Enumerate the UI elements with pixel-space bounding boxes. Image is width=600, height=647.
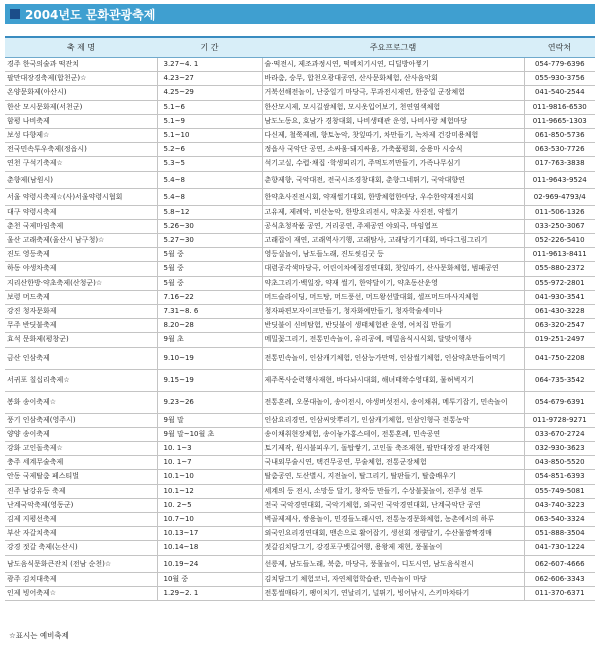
contact-cell: 011-370-6371 — [524, 586, 595, 600]
contact-cell: 052-226-5410 — [524, 234, 595, 248]
contact-cell: 041-750-2208 — [524, 347, 595, 369]
period-cell: 10. 2~5 — [157, 498, 262, 512]
table-row — [5, 555, 595, 572]
table-row — [5, 219, 595, 233]
contact-cell: 033-670-2724 — [524, 427, 595, 441]
festival-name-cell: 강진 청자문화제 — [5, 305, 157, 319]
contact-cell: 011-9643-9524 — [524, 171, 595, 188]
table-row — [5, 157, 595, 171]
table-row — [5, 58, 595, 72]
contact-cell: 019-251-2497 — [524, 333, 595, 347]
page-title: 2004년도 문화관광축제 — [25, 8, 156, 22]
table-row — [5, 427, 595, 441]
festival-name-cell: 광주 김치대축제 — [5, 572, 157, 586]
period-cell: 3.27~4. 1 — [157, 58, 262, 72]
period-cell: 7.31~8. 6 — [157, 305, 262, 319]
period-cell: 9월 말~10월 초 — [157, 427, 262, 441]
contact-cell: 017-763-3838 — [524, 157, 595, 171]
table-row — [5, 470, 595, 484]
contact-cell: 054-679-6391 — [524, 391, 595, 413]
title-square-icon — [10, 9, 20, 19]
programs-cell: 정읍사 국악단 공연, 소싸움·돼지싸움, 가축품평회, 승용마 시승식 — [262, 143, 524, 157]
programs-cell: 바라춤, 승무, 합천오광대공연, 산사문화체험, 산사음악회 — [262, 72, 524, 86]
programs-cell: 한산모시제, 모시길쌈체험, 모시옷입어보기, 천연염색체험 — [262, 100, 524, 114]
festival-name-cell: 충주 세계무술축제 — [5, 456, 157, 470]
table-row — [5, 248, 595, 262]
festival-name-cell: 춘향제(남원시) — [5, 171, 157, 188]
festival-name-cell: 효석 문화제(평창군) — [5, 333, 157, 347]
festival-name-cell: 부산 자갈치축제 — [5, 527, 157, 541]
table-row — [5, 100, 595, 114]
header-name: 축 제 명 — [5, 37, 157, 58]
festival-name-cell: 강화 고인돌축제☆ — [5, 442, 157, 456]
festival-name-cell: 하동 야생차축제 — [5, 262, 157, 276]
contact-cell: 033-250-3067 — [524, 219, 595, 233]
festival-name-cell: 연천 구석기축제☆ — [5, 157, 157, 171]
programs-cell: 인삼요리경연, 인삼씨앗뿌리기, 인삼캐기체험, 인삼인형극 전통농악 — [262, 413, 524, 427]
programs-cell: 남도노동요, 호남가 경창대회, 나비생태관 운영, 나비사랑 체험마당 — [262, 114, 524, 128]
table-row — [5, 369, 595, 391]
programs-cell: 전국 국악경연대회, 국악기체험, 외국인 국악경연대회, 난계국악단 공연 — [262, 498, 524, 512]
table-row — [5, 290, 595, 304]
table-row — [5, 86, 595, 100]
festival-name-cell: 인제 빙어축제☆ — [5, 586, 157, 600]
contact-cell: 011-506-1326 — [524, 205, 595, 219]
table-row — [5, 188, 595, 205]
table-header-row — [5, 37, 595, 58]
table-row — [5, 234, 595, 248]
table-row — [5, 391, 595, 413]
contact-cell: 011-9613-8411 — [524, 248, 595, 262]
table-row — [5, 413, 595, 427]
contact-cell: 051-888-3504 — [524, 527, 595, 541]
festival-name-cell: 난계국악축제(영동군) — [5, 498, 157, 512]
period-cell: 10. 1~3 — [157, 442, 262, 456]
table-body — [5, 58, 595, 601]
contact-cell: 041-730-1224 — [524, 541, 595, 555]
table-row — [5, 333, 595, 347]
programs-cell: 고래잡이 재연, 고래역사기행, 고래탐사, 고래당기기대회, 바다그림그리기 — [262, 234, 524, 248]
table-row — [5, 347, 595, 369]
programs-cell: 머드슬라이딩, 머드탕, 머드풍선, 머드왕선발대회, 셀프머드마사지체험 — [262, 290, 524, 304]
programs-cell: 김치담그기 체험코너, 자연체험학습관, 민속놀이 마당 — [262, 572, 524, 586]
period-cell: 9월 말 — [157, 413, 262, 427]
programs-cell: 토기제작, 원시불피우기, 돌탑쌓기, 고인돌 축조재현, 팔만대장경 판각재현 — [262, 442, 524, 456]
programs-cell: 벽골제제사, 쌍용놀이, 민경들노래시연, 전통농경문화체험, 농촌에서의 하루 — [262, 513, 524, 527]
festival-name-cell: 서울 약령시축제☆(사)서울약령시협회 — [5, 188, 157, 205]
festival-name-cell: 남도음식문화큰잔치 (전남 순천)☆ — [5, 555, 157, 572]
programs-cell: 세계의 등 전시, 소망등 달기, 창작등 만들기, 수상불꽃놀이, 진주성 전투 — [262, 484, 524, 498]
programs-cell: 전통썰매타기, 팽이치기, 연날리기, 널뛰기, 빙어낚시, 스키마차타기 — [262, 586, 524, 600]
table-row — [5, 114, 595, 128]
table-row — [5, 262, 595, 276]
table-row — [5, 129, 595, 143]
period-cell: 9.10~19 — [157, 347, 262, 369]
table-row — [5, 456, 595, 470]
festival-name-cell: 함평 나비축제 — [5, 114, 157, 128]
festival-name-cell: 온양문화제(아산시) — [5, 86, 157, 100]
header-contact: 연락처 — [524, 37, 595, 58]
festival-name-cell: 금산 인삼축제 — [5, 347, 157, 369]
festival-name-cell: 보령 머드축제 — [5, 290, 157, 304]
programs-cell: 공식초청작품 공연, 거리공연, 주제공연 야외극, 마임엽프 — [262, 219, 524, 233]
programs-cell: 석기고실, 수렵·채집 ·학생피리기, 주먹도끼만들기, 가족나무심기 — [262, 157, 524, 171]
period-cell: 5월 중 — [157, 248, 262, 262]
period-cell: 5.4~8 — [157, 188, 262, 205]
period-cell: 5.2~6 — [157, 143, 262, 157]
period-cell: 5.26~30 — [157, 219, 262, 233]
period-cell: 5.27~30 — [157, 234, 262, 248]
programs-cell: 송이채취현장체험, 송이놓가홍스테이, 전통혼례, 민속공연 — [262, 427, 524, 441]
table-row — [5, 586, 595, 600]
festival-name-cell: 보성 다향제☆ — [5, 129, 157, 143]
period-cell: 7.16~22 — [157, 290, 262, 304]
table-row — [5, 72, 595, 86]
period-cell: 4.23~27 — [157, 72, 262, 86]
festival-name-cell: 강경 젓갈 축제(논산시) — [5, 541, 157, 555]
period-cell: 10.1~12 — [157, 484, 262, 498]
contact-cell: 062-607-4666 — [524, 555, 595, 572]
programs-cell: 선릉제, 남도들노래, 북춤, 마당극, 풍물놀이, 디도시연, 남도음식전시 — [262, 555, 524, 572]
festival-name-cell: 무주 반딧불축제 — [5, 319, 157, 333]
festival-name-cell: 진도 영등축제 — [5, 248, 157, 262]
contact-cell: 061-430-3228 — [524, 305, 595, 319]
programs-cell: 영등살놀이, 남도들노래, 진도씻김굿 등 — [262, 248, 524, 262]
period-cell: 5.1~6 — [157, 100, 262, 114]
table-row — [5, 442, 595, 456]
table-row — [5, 305, 595, 319]
programs-cell: 거북선해전놀이, 난중일기 마당극, 무과전시재연, 한중일 군장체험 — [262, 86, 524, 100]
festival-name-cell: 봉화 송이축제☆ — [5, 391, 157, 413]
table-row — [5, 484, 595, 498]
festival-name-cell: 전국민속투우축제(정읍시) — [5, 143, 157, 157]
table-row — [5, 143, 595, 157]
programs-cell: 대렴공각색마당극, 어린이차예절경연대회, 찻잎따기, 산사문화체험, 범패공연 — [262, 262, 524, 276]
table-row — [5, 205, 595, 219]
table-row — [5, 513, 595, 527]
contact-cell: 043-740-3223 — [524, 498, 595, 512]
period-cell: 10.13~17 — [157, 527, 262, 541]
programs-cell: 술·떡전시, 제조과정시연, 떡메치기시연, 디딜방아찧기 — [262, 58, 524, 72]
festival-name-cell: 김제 지평선축제 — [5, 513, 157, 527]
contact-cell: 011-9816-6530 — [524, 100, 595, 114]
programs-cell: 약초그리기·백일장, 약재 썰기, 한약달이기, 약초동산운영 — [262, 276, 524, 290]
festival-name-cell: 춘천 국제마임축제 — [5, 219, 157, 233]
header-period: 기 간 — [157, 37, 262, 58]
contact-cell: 054-851-6393 — [524, 470, 595, 484]
contact-cell: 063-530-7726 — [524, 143, 595, 157]
contact-cell: 054-779-6396 — [524, 58, 595, 72]
period-cell: 5.4~8 — [157, 171, 262, 188]
contact-cell: 011-9665-1303 — [524, 114, 595, 128]
period-cell: 5.1~9 — [157, 114, 262, 128]
period-cell: 9.23~26 — [157, 391, 262, 413]
contact-cell: 063-320-2547 — [524, 319, 595, 333]
period-cell: 10.14~18 — [157, 541, 262, 555]
contact-cell: 041-930-3541 — [524, 290, 595, 304]
festival-name-cell: 울산 고래축제(울산시 남구청)☆ — [5, 234, 157, 248]
programs-cell: 외국인요리경연대회, 맨손으로 활어잡기, 생선회 정량달기, 수산물깜짝경매 — [262, 527, 524, 541]
programs-cell: 춘향제향, 국악대전, 전국시조경창대회, 춘향그네뛰기, 국악대향연 — [262, 171, 524, 188]
table-row — [5, 572, 595, 586]
period-cell: 5월 중 — [157, 276, 262, 290]
programs-cell: 반딧불이 신비탐험, 반딧불이 생태체험관 운영, 여치집 만들기 — [262, 319, 524, 333]
period-cell: 5.8~12 — [157, 205, 262, 219]
contact-cell: 062-606-3343 — [524, 572, 595, 586]
festival-name-cell: 지리산한방·약초축제(산청군)☆ — [5, 276, 157, 290]
period-cell: 8.20~28 — [157, 319, 262, 333]
table-row — [5, 171, 595, 188]
title-bar — [5, 4, 595, 24]
festival-name-cell: 대구 약령시축제 — [5, 205, 157, 219]
period-cell: 10.19~24 — [157, 555, 262, 572]
period-cell: 10. 1~7 — [157, 456, 262, 470]
period-cell: 9월 초 — [157, 333, 262, 347]
contact-cell: 063-540-3324 — [524, 513, 595, 527]
period-cell: 10월 중 — [157, 572, 262, 586]
contact-cell: 064-735-3542 — [524, 369, 595, 391]
programs-cell: 탈춤공연, 도산별시, 지전놀이, 탈그리기, 탈판들기, 탈춤배우기 — [262, 470, 524, 484]
contact-cell: 055-930-3756 — [524, 72, 595, 86]
contact-cell: 055-880-2372 — [524, 262, 595, 276]
table-row — [5, 498, 595, 512]
programs-cell: 국내외무술시연, 택견무공연, 무술체험, 전통군장체험 — [262, 456, 524, 470]
period-cell: 10.1~10 — [157, 470, 262, 484]
programs-cell: 고유제, 제례악, 비산농악, 한방요리전시, 약초꽃 사진전, 약썰기 — [262, 205, 524, 219]
contact-cell: 043-850-5520 — [524, 456, 595, 470]
festival-name-cell: 경주 한국의술과 떡잔치 — [5, 58, 157, 72]
programs-cell: 메밀꽃그리기, 전통민속놀이, 유리공예, 메밀음식시식회, 달맞이행사 — [262, 333, 524, 347]
table-row — [5, 276, 595, 290]
festival-name-cell: 서귀포 칠십리축제☆ — [5, 369, 157, 391]
period-cell: 1.29~2. 1 — [157, 586, 262, 600]
festival-name-cell: 팔만대장경축제(합천군)☆ — [5, 72, 157, 86]
table-row — [5, 319, 595, 333]
programs-cell: 제주목사순력행사재현, 바다놔시대회, 해녀태왁수영대회, 물허벅지기 — [262, 369, 524, 391]
festival-name-cell: 진주 남강유등 축제 — [5, 484, 157, 498]
footnote: ☆표시는 예비축제 — [9, 631, 69, 640]
contact-cell: 011-9728-9271 — [524, 413, 595, 427]
period-cell: 5.3~5 — [157, 157, 262, 171]
festival-name-cell: 양양 송이축제 — [5, 427, 157, 441]
festival-name-cell: 안동 국제탈춤 페스티벌 — [5, 470, 157, 484]
contact-cell: 032-930-3623 — [524, 442, 595, 456]
programs-cell: 한약초사진전시회, 약재썰기대회, 한방체험한마당, 우수한약재전시회 — [262, 188, 524, 205]
period-cell: 4.25~29 — [157, 86, 262, 100]
festival-table — [5, 36, 595, 601]
programs-cell: 청자파편모자이크만들기, 청자화예만들기, 청자학술세미나 — [262, 305, 524, 319]
header-programs: 주요프로그램 — [262, 37, 524, 58]
period-cell: 5.1~10 — [157, 129, 262, 143]
programs-cell: 전통민속놀이, 인삼캐기체험, 인삼능가만먹, 인삼썰기체험, 인삼약초만들어먹기 — [262, 347, 524, 369]
programs-cell: 젓갈김치담그기, 강경포구뱃길여행, 용왕제 재현, 풍물놀이 — [262, 541, 524, 555]
table-row — [5, 541, 595, 555]
contact-cell: 061-850-5736 — [524, 129, 595, 143]
programs-cell: 다신제, 철쭉제례, 향토농악, 찻잎따기, 차만들기, 녹차제 건강미용체험 — [262, 129, 524, 143]
period-cell: 10.7~10 — [157, 513, 262, 527]
programs-cell: 전통혼례, 오몽대놀이, 송이전시, 야생버섯전시, 송이채취, 메투기잡기, 민속놀이 — [262, 391, 524, 413]
period-cell: 5월 중 — [157, 262, 262, 276]
contact-cell: 055-749-5081 — [524, 484, 595, 498]
contact-cell: 02-969-4793/4 — [524, 188, 595, 205]
period-cell: 9.15~19 — [157, 369, 262, 391]
festival-name-cell: 풍기 인삼축제(영주시) — [5, 413, 157, 427]
contact-cell: 055-972-2801 — [524, 276, 595, 290]
table-row — [5, 527, 595, 541]
festival-name-cell: 한산 모시문화제(서천군) — [5, 100, 157, 114]
contact-cell: 041-540-2544 — [524, 86, 595, 100]
